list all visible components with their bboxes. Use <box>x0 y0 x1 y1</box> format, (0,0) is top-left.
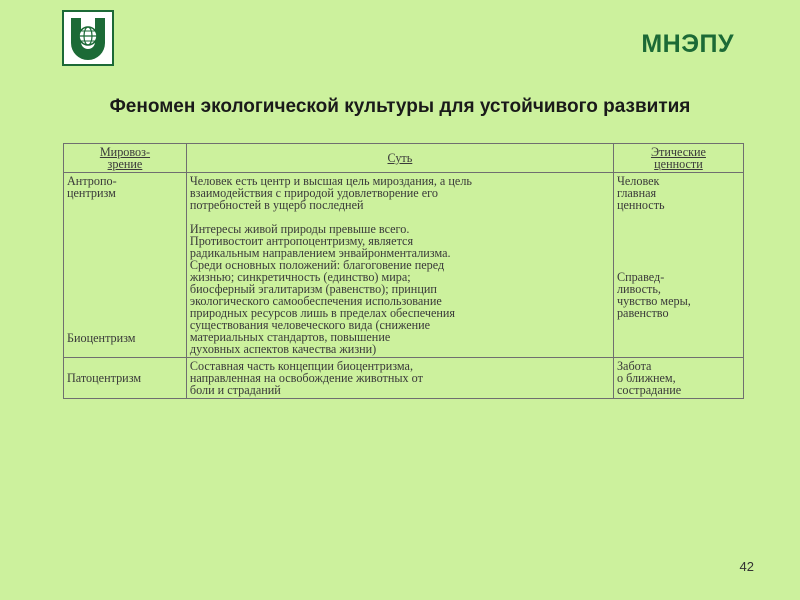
header-worldview-text: Мировоз- зрение <box>99 145 151 171</box>
row-pato-essence-text: Составная часть концепции биоцентризма, направленная на освобождение животных от боли и страданий <box>189 359 423 397</box>
header-essence-text: Суть <box>387 151 413 165</box>
row-pato-values <box>613 358 743 399</box>
table-row <box>64 358 744 399</box>
row-bio-worldview-text: Биоцентризм <box>67 331 136 345</box>
row-pato-essence <box>186 358 613 399</box>
worldview-table <box>63 143 744 399</box>
row-anthropo-essence <box>186 173 613 358</box>
row-anthropo-values <box>613 173 743 358</box>
table-header-row <box>64 144 744 173</box>
row-anthropo-essence-text: Человек есть центр и высшая цель мироздания, а цель взаимодействия с природой удовлетворение его потребностей в ущерб последней <box>189 174 472 212</box>
page-number: 42 <box>739 559 754 574</box>
table-row <box>64 173 744 358</box>
university-logo <box>62 10 114 66</box>
row-anthropo-worldview-text: Антропо- центризм <box>67 174 117 200</box>
row-anthropo-worldview <box>64 173 187 358</box>
row-anthropo-values-text: Человек главная ценность <box>616 174 665 212</box>
row-pato-worldview-text: Патоцентризм <box>67 371 142 385</box>
org-name: МНЭПУ <box>641 30 734 58</box>
row-bio-essence-text: Интересы живой природы превыше всего. Противостоит антропоцентризму, является радикальным направлением энвайронментализма. Среди основных положений: благоговение перед жизнью; синкретичность (единство) мира; биосферный эгалитаризм (равенство); принцип экологического самообеспечения использование природных ресурсов лишь в пределах обеспечения существования человеческого вида (снижение материальных стандартов, повышение духовных аспектов качества жизни) <box>189 222 456 356</box>
header-values-text: Этические ценности <box>650 145 706 171</box>
globe-u-logo-icon <box>64 12 112 64</box>
row-bio-worldview <box>67 331 136 346</box>
header-values <box>613 144 743 173</box>
header-essence <box>186 144 613 173</box>
row-pato-worldview <box>64 358 187 399</box>
row-pato-values-text: Забота о ближнем, сострадание <box>616 359 682 397</box>
header-worldview <box>64 144 187 173</box>
row-bio-values-text: Справед- ливость, чувство меры, равенство <box>616 270 691 320</box>
slide-title: Феномен экологической культуры для устойчивого развития <box>109 96 691 117</box>
